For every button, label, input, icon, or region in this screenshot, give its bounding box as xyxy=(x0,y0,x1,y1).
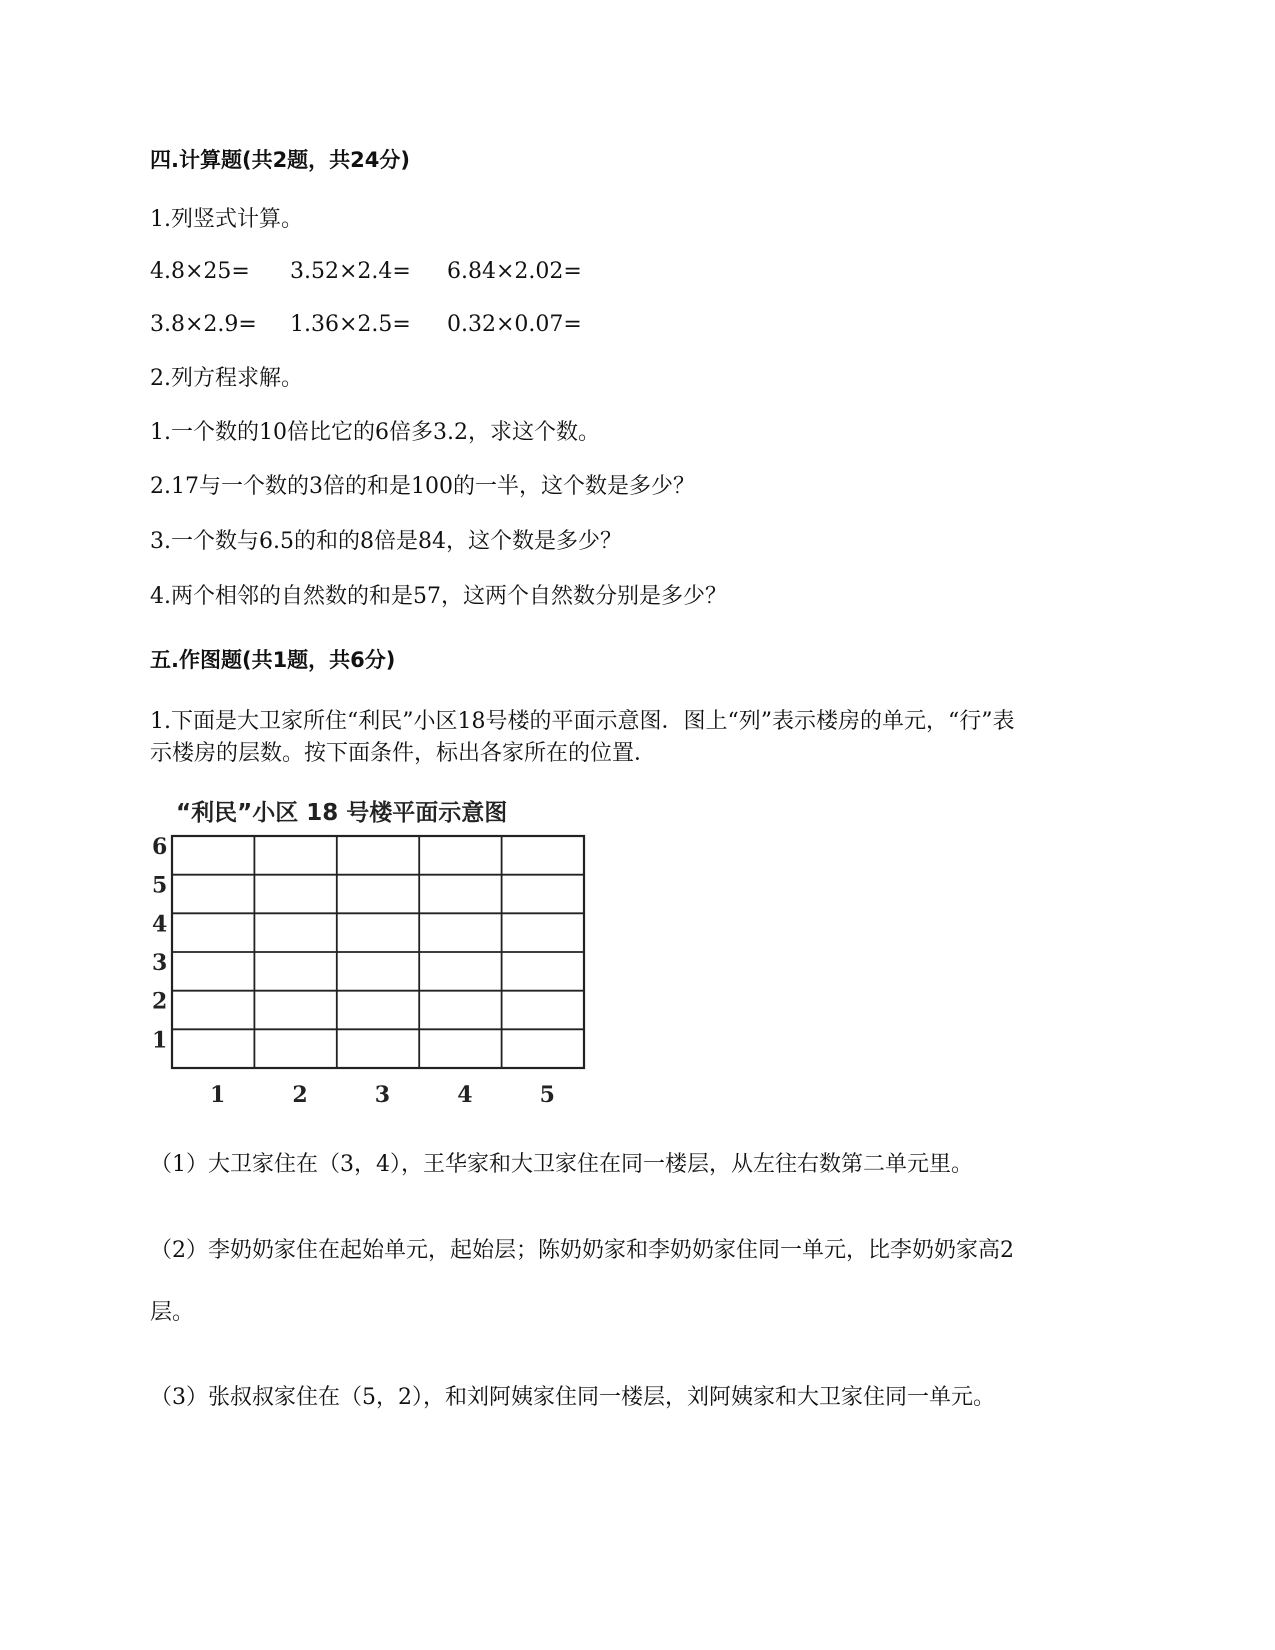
row-label: 6 xyxy=(152,834,168,860)
intro-line-1: 1.下面是大卫家所住“利民”小区18号楼的平面示意图．图上“列”表示楼房的单元，“行”表 xyxy=(150,709,1015,734)
building-plan-figure xyxy=(148,790,618,1160)
condition-3: （3）张叔叔家住在（5，2），和刘阿姨家住同一楼层，刘阿姨家和大卫家住同一单元。 xyxy=(150,1385,995,1410)
section5-heading: 五.作图题(共1题，共6分) xyxy=(150,648,396,672)
col-label: 5 xyxy=(539,1082,555,1108)
condition-1: （1）大卫家住在（3，4），王华家和大卫家住在同一楼层，从左往右数第二单元里。 xyxy=(150,1152,973,1177)
row-label: 2 xyxy=(152,988,168,1015)
calc-item: 4.8×25= xyxy=(150,259,250,284)
calc-item: 3.8×2.9= xyxy=(150,312,257,337)
q2-item-3: 3.一个数与6.5的和的8倍是84，这个数是多少？ xyxy=(150,529,622,554)
col-label: 2 xyxy=(292,1082,308,1108)
row-labels xyxy=(152,834,167,1053)
col-label: 3 xyxy=(374,1082,391,1108)
calc-item: 6.84×2.02= xyxy=(447,259,582,284)
q2-item-4: 4.两个相邻的自然数的和是57，这两个自然数分别是多少？ xyxy=(150,584,727,609)
calc-item: 0.32×0.07= xyxy=(447,312,582,337)
q2-item-1: 1.一个数的10倍比它的6倍多3.2，求这个数。 xyxy=(150,420,600,445)
grid xyxy=(172,836,584,1068)
building-plan-svg xyxy=(148,790,618,1160)
condition-2-line-1: （2）李奶奶家住在起始单元，起始层；陈奶奶家和李奶奶家住同一单元，比李奶奶家高2 xyxy=(150,1238,1014,1263)
q2-item-2: 2.17与一个数的3倍的和是100的一半，这个数是多少？ xyxy=(150,474,695,499)
condition-2-line-2: 层。 xyxy=(150,1300,195,1325)
col-label: 1 xyxy=(210,1082,226,1108)
q2-title: 2.列方程求解。 xyxy=(150,366,303,391)
col-label: 4 xyxy=(457,1082,473,1108)
row-label: 1 xyxy=(152,1027,168,1054)
section4-heading: 四.计算题(共2题，共24分) xyxy=(150,148,411,172)
q1-title: 1.列竖式计算。 xyxy=(150,207,303,232)
row-label: 4 xyxy=(152,911,168,938)
figure-title: “利民”小区 18 号楼平面示意图 xyxy=(176,800,508,826)
calc-item: 3.52×2.4= xyxy=(290,259,411,284)
intro-line-2: 示楼房的层数。按下面条件，标出各家所在的位置． xyxy=(150,741,657,766)
row-label: 5 xyxy=(152,872,168,899)
row-label: 3 xyxy=(152,950,168,976)
col-labels xyxy=(210,1082,555,1108)
calc-item: 1.36×2.5= xyxy=(290,312,411,337)
